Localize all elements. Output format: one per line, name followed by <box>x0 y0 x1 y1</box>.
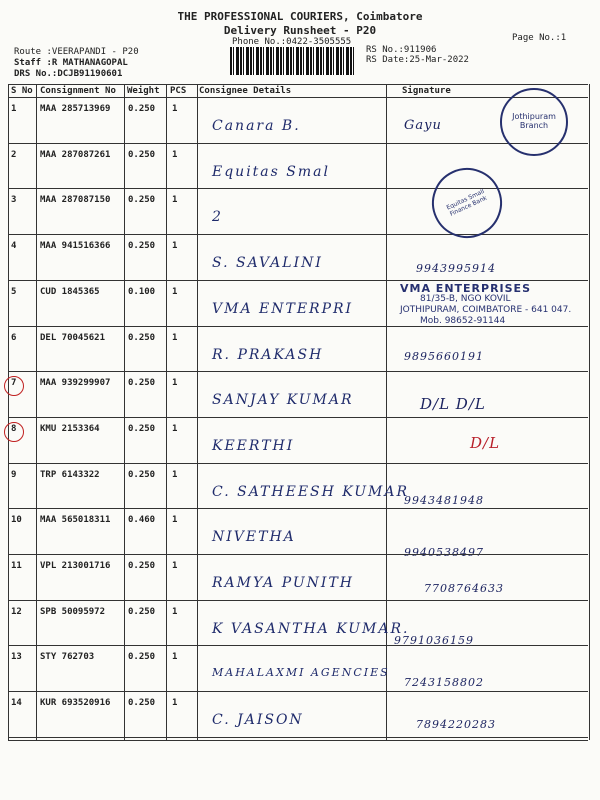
col-header-signature: Signature <box>402 86 451 96</box>
row-consignment: MAA 287087261 <box>40 150 111 160</box>
table-top-rule <box>8 84 588 85</box>
page-number: Page No.:1 <box>512 33 567 43</box>
row-weight: 0.250 <box>128 561 156 571</box>
row-weight: 0.250 <box>128 241 156 251</box>
rs-date: RS Date:25-Mar-2022 <box>366 55 469 65</box>
row-pcs: 1 <box>172 287 178 297</box>
row-pcs: 1 <box>172 378 178 388</box>
row-sno: 7 <box>11 378 17 388</box>
col-header-weight: Weight <box>127 86 160 96</box>
row-consignment: DEL 70045621 <box>40 333 106 343</box>
row-signature: D/L D/L <box>420 395 486 413</box>
row-consignee: MAHALAXMI AGENCIES <box>212 666 390 679</box>
row-signature: 9895660191 <box>404 350 484 363</box>
row-consignment: TRP 6143322 <box>40 470 100 480</box>
row-weight: 0.250 <box>128 652 156 662</box>
row-pcs: 1 <box>172 333 178 343</box>
row-consignee: Canara B. <box>212 118 301 134</box>
row-sno: 9 <box>11 470 17 480</box>
row-rule <box>8 188 588 189</box>
row-weight: 0.250 <box>128 378 156 388</box>
row-pcs: 1 <box>172 104 178 114</box>
row-sno: 13 <box>11 652 22 662</box>
row-consignment: MAA 939299907 <box>40 378 111 388</box>
col-divider <box>166 84 167 740</box>
row-sno: 11 <box>11 561 22 571</box>
row-signature: 7894220283 <box>416 718 496 731</box>
row-weight: 0.250 <box>128 195 156 205</box>
row-consignment: MAA 287087150 <box>40 195 111 205</box>
row-weight: 0.250 <box>128 607 156 617</box>
row-consignment: MAA 565018311 <box>40 515 111 525</box>
vma-stamp-line1: VMA ENTERPRISES <box>400 282 531 295</box>
company-title: THE PROFESSIONAL COURIERS, Coimbatore <box>177 10 423 23</box>
row-consignee: K VASANTHA KUMAR. <box>212 621 410 637</box>
vma-stamp-line4: Mob. 98652-91144 <box>420 316 506 326</box>
row-weight: 0.250 <box>128 333 156 343</box>
sheet-title: Delivery Runsheet - P20 <box>223 24 377 37</box>
row-weight: 0.100 <box>128 287 156 297</box>
row-pcs: 1 <box>172 241 178 251</box>
row-pcs: 1 <box>172 561 178 571</box>
row-signature: 9791036159 <box>394 634 474 647</box>
route-label: Route :VEERAPANDI - P20 <box>14 47 139 57</box>
row-pcs: 1 <box>172 195 178 205</box>
row-rule <box>8 371 588 372</box>
row-sno: 6 <box>11 333 17 343</box>
row-pcs: 1 <box>172 607 178 617</box>
row-weight: 0.250 <box>128 424 156 434</box>
row-rule <box>8 737 588 738</box>
row-rule <box>8 508 588 509</box>
row-weight: 0.460 <box>128 515 156 525</box>
staff-label: Staff :R MATHANAGOPAL <box>14 58 128 68</box>
row-rule <box>8 143 588 144</box>
row-rule <box>8 691 588 692</box>
row-signature: 9940538497 <box>404 546 484 559</box>
col-header-sno: S No <box>11 86 33 96</box>
branch-stamp-line2: Branch <box>519 121 549 130</box>
rs-number: RS No.:911906 <box>366 45 437 55</box>
row-marker-circle <box>4 422 24 442</box>
row-sno: 14 <box>11 698 22 708</box>
row-sno: 1 <box>11 104 17 114</box>
row-consignee: SANJAY KUMAR <box>212 392 354 408</box>
row-sno: 8 <box>11 424 17 434</box>
col-divider <box>386 84 387 740</box>
row-sno: 4 <box>11 241 17 251</box>
row-sno: 12 <box>11 607 22 617</box>
row-rule <box>8 554 588 555</box>
row-consignee: NIVETHA <box>212 529 296 545</box>
vma-stamp-line3: JOTHIPURAM, COIMBATORE - 641 047. <box>400 305 572 315</box>
row-rule <box>8 234 588 235</box>
row-weight: 0.250 <box>128 104 156 114</box>
table-bottom-rule <box>8 740 588 741</box>
row-pcs: 1 <box>172 150 178 160</box>
col-divider <box>124 84 125 740</box>
row-consignee: 2 <box>212 209 223 225</box>
drs-number: DRS No.:DCJB91190601 <box>14 69 123 79</box>
row-consignee: RAMYA PUNITH <box>212 575 355 591</box>
row-weight: 0.250 <box>128 470 156 480</box>
phone-number: Phone No.:0422-3505555 <box>232 37 352 47</box>
row-consignment: MAA 941516366 <box>40 241 111 251</box>
col-divider <box>36 84 37 740</box>
row-consignee: VMA ENTERPRI <box>212 301 354 317</box>
row-signature: 7243158802 <box>404 676 484 689</box>
row-marker-circle <box>4 376 24 396</box>
row-consignee: Equitas Smal <box>212 164 330 180</box>
delivery-table <box>8 84 590 740</box>
vma-stamp-line2: 81/35-B, NGO KOVIL <box>420 294 511 304</box>
row-signature: Gayu <box>404 118 442 133</box>
row-sno: 3 <box>11 195 17 205</box>
bank-stamp-text: Equitas Small Finance Bank <box>445 188 489 218</box>
row-consignee: C. SATHEESH KUMAR <box>212 484 410 500</box>
col-header-pcs: PCS <box>170 86 187 96</box>
row-consignee: C. JAISON <box>212 712 304 728</box>
row-consignment: VPL 213001716 <box>40 561 111 571</box>
row-pcs: 1 <box>172 470 178 480</box>
row-weight: 0.250 <box>128 150 156 160</box>
branch-stamp-line1: Jothipuram <box>512 112 556 121</box>
header-rule <box>8 97 588 98</box>
col-header-consignee: Consignee Details <box>199 86 292 96</box>
row-consignee: KEERTHI <box>212 438 295 454</box>
vma-stamp <box>400 283 571 327</box>
col-header-consignment: Consignment No <box>40 86 116 96</box>
row-pcs: 1 <box>172 652 178 662</box>
row-pcs: 1 <box>172 424 178 434</box>
barcode <box>230 47 354 75</box>
row-consignment: MAA 285713969 <box>40 104 111 114</box>
row-signature: 9943481948 <box>404 494 484 507</box>
row-signature: 7708764633 <box>424 582 504 595</box>
row-pcs: 1 <box>172 698 178 708</box>
row-pcs: 1 <box>172 515 178 525</box>
row-sno: 5 <box>11 287 17 297</box>
row-rule <box>8 463 588 464</box>
col-divider <box>197 84 198 740</box>
row-consignment: STY 762703 <box>40 652 95 662</box>
row-rule <box>8 645 588 646</box>
branch-stamp <box>500 88 568 156</box>
row-sno: 10 <box>11 515 22 525</box>
row-consignment: SPB 50095972 <box>40 607 106 617</box>
row-rule <box>8 600 588 601</box>
row-rule <box>8 280 588 281</box>
row-rule <box>8 417 588 418</box>
row-signature: D/L <box>470 434 501 452</box>
row-consignment: KUR 693520916 <box>40 698 111 708</box>
row-weight: 0.250 <box>128 698 156 708</box>
row-consignee: S. SAVALINI <box>212 255 323 271</box>
row-signature: 9943995914 <box>416 262 496 275</box>
row-consignment: CUD 1845365 <box>40 287 100 297</box>
row-sno: 2 <box>11 150 17 160</box>
row-consignee: R. PRAKASH <box>212 347 324 363</box>
row-consignment: KMU 2153364 <box>40 424 100 434</box>
